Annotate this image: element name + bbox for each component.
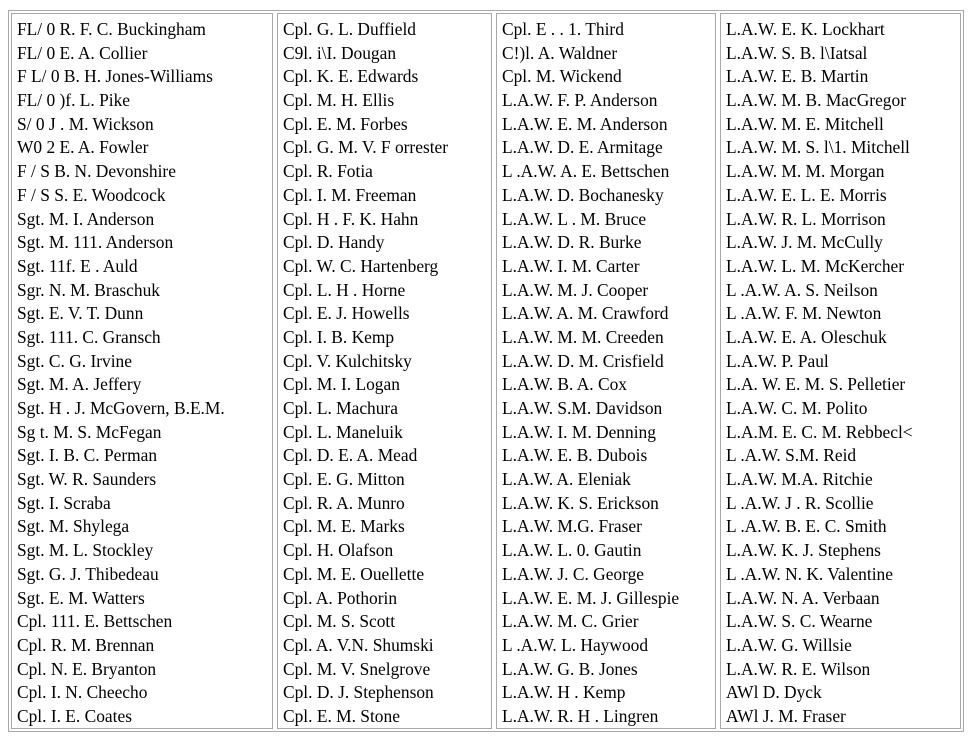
name-entry: L .A.W. N. K. Valentine [726,563,893,584]
name-entry: FL/ 0 R. F. C. Buckingham [17,19,206,39]
name-entry: Cpl. I. E. Coates [17,705,132,726]
name-entry: L.A.M. E. C. M. Rebbecl< [726,421,913,442]
name-entry: Cpl. A. Pothorin [283,587,398,608]
name-entry: W0 2 E. A. Fowler [17,137,149,158]
name-entry: C9l. i\I. Dougan [283,42,397,63]
name-entry: AWl D. Dyck [726,682,822,703]
name-entry: L.A.W. C. M. Polito [726,398,868,418]
name-entry: L.A.W. K. J. Stephens [726,540,881,561]
name-entry: Sgt. H . J. McGovern, B.E.M. [17,398,225,418]
name-entry: L.A.W. D. E. Armitage [502,137,663,158]
name-entry: Cpl. R. A. Munro [283,492,405,513]
name-entry: S/ 0 J . M. Wickson [17,113,154,134]
name-entry: Sgt. E. M. Watters [17,587,145,608]
name-entry: L.A.W. M. E. Mitchell [726,113,884,134]
name-entry: Cpl. M. H. Ellis [283,90,395,111]
name-entry: L.A.W. H . Kemp [502,682,626,703]
name-entry: L.A.W. I. M. Denning [502,421,656,442]
roster-column-4 [720,13,961,729]
name-entry: F / S S. E. Woodcock [17,184,166,205]
name-entry: Cpl. L. H . Horne [283,279,406,300]
name-entry: Cpl. 111. E. Bettschen [17,611,173,632]
name-entry: Cpl. E . . 1. Third [502,19,624,39]
name-entry: L.A.W. J. C. George [502,563,645,584]
name-entry: Cpl. E. M. Stone [283,705,400,726]
name-entry: Cpl. H. Olafson [283,540,394,561]
roster-column-2 [277,13,492,729]
name-entry: Cpl. D. Handy [283,232,385,253]
name-entry: L.A.W. D. R. Burke [502,232,642,253]
name-entry: FL/ 0 E. A. Collier [17,42,148,63]
name-entry: Cpl. N. E. Bryanton [17,658,157,679]
name-entry: L .A.W. F. M. Newton [726,303,882,324]
name-entry: L.A.W. N. A. Verbaan [726,587,880,608]
roster-table [8,10,964,732]
name-entry: Cpl. R. M. Brennan [17,634,155,655]
name-entry: L.A.W. D. M. Crisfield [502,350,664,371]
name-entry: L.A.W. M. M. Morgan [726,161,885,182]
name-entry: Cpl. G. L. Duffield [283,19,416,39]
name-entry: Cpl. I. M. Freeman [283,184,417,205]
name-entry: Sgt. 111. C. Gransch [17,326,161,347]
name-entry: Cpl. K. E. Edwards [283,66,419,87]
name-entry: L.A.W. G. Willsie [726,634,852,655]
name-entry: L.A.W. E. M. Anderson [502,113,668,134]
name-entry: L.A.W. A. M. Crawford [502,303,669,324]
name-entry: L.A.W. E. K. Lockhart [726,19,885,39]
name-entry: L .A.W. B. E. C. Smith [726,516,887,537]
name-entry: Cpl. M. Wickend [502,66,622,87]
name-entry: Sgt. M. A. Jeffery [17,374,142,395]
name-entry: L.A.W. F. P. Anderson [502,90,658,111]
name-entry: L .A.W. A. E. Bettschen [502,161,670,182]
name-entry: Cpl. R. Fotia [283,161,373,182]
name-entry: Sgr. N. M. Braschuk [17,279,160,300]
name-entry: L.A.W. S. B. l\Iatsal [726,42,868,63]
name-entry: Cpl. G. M. V. F orrester [283,137,449,158]
name-entry: Cpl. I. N. Cheecho [17,682,148,703]
name-entry: L.A.W. I. M. Carter [502,255,640,276]
name-entry: L.A.W. E. A. Oleschuk [726,326,887,347]
name-entry: Cpl. D. E. A. Mead [283,445,418,466]
name-entry: Cpl. V. Kulchitsky [283,350,412,371]
name-entry: L .A.W. L. Haywood [502,634,649,655]
name-entry: AWl J. M. Fraser [726,705,846,726]
name-entry: Cpl. E. M. Forbes [283,113,408,134]
name-entry: Cpl. E. G. Mitton [283,469,405,490]
name-entry: L.A.W. M.A. Ritchie [726,469,873,490]
name-entry: Cpl. M. S. Scott [283,611,396,632]
name-entry: L .A.W. J . R. Scollie [726,492,874,513]
name-entry: L.A.W. E. B. Martin [726,66,869,87]
name-entry: Sgt. M. L. Stockley [17,540,154,561]
name-entry: L.A.W. M. C. Grier [502,611,639,632]
name-entry: L.A.W. R. E. Wilson [726,658,871,679]
name-entry: Sgt. G. J. Thibedeau [17,563,159,584]
name-entry: L.A.W. A. Eleniak [502,469,631,490]
name-entry: Cpl. M. E. Ouellette [283,563,425,584]
name-entry: L.A.W. R. L. Morrison [726,208,886,229]
name-entry: L.A.W. M.G. Fraser [502,516,642,537]
name-entry: Sgt. M. I. Anderson [17,208,155,229]
name-entry: L.A.W. M. J. Cooper [502,279,649,300]
name-entry: Sgt. W. R. Saunders [17,469,157,490]
name-entry: Sgt. I. B. C. Perman [17,445,158,466]
name-entry: L.A.W. L . M. Bruce [502,208,647,229]
name-entry: L.A.W. L. 0. Gautin [502,540,642,561]
name-entry: Cpl. M. I. Logan [283,374,400,395]
name-entry: Sgt. 11f. E . Auld [17,255,138,276]
name-entry: Cpl. M. E. Marks [283,516,405,537]
name-entry: L.A.W. D. Bochanesky [502,184,664,205]
name-entry: L.A.W. E. L. E. Morris [726,184,887,205]
name-entry: Cpl. L. Machura [283,398,398,418]
name-entry: L.A.W. R. H . Lingren [502,705,659,726]
name-entry: Cpl. E. J. Howells [283,303,410,324]
name-entry: FL/ 0 )f. L. Pike [17,90,131,111]
name-entry: L.A.W. M. S. l\1. Mitchell [726,137,910,158]
name-entry: L.A.W. M. B. MacGregor [726,90,906,111]
name-entry: L.A. W. E. M. S. Pelletier [726,374,906,395]
name-entry: Cpl. L. Maneluik [283,421,403,442]
name-entry: L.A.W. B. A. Cox [502,374,627,395]
name-entry: Sgt. C. G. Irvine [17,350,132,371]
name-entry: Cpl. D. J. Stephenson [283,682,434,703]
name-entry: L.A.W. P. Paul [726,350,829,371]
name-entry: Cpl. A. V.N. Shumski [283,634,434,655]
name-entry: L .A.W. A. S. Neilson [726,279,878,300]
name-entry: C!)l. A. Waldner [502,42,618,63]
name-entry: Sgt. I. Scraba [17,492,111,513]
name-entry: L.A.W. M. M. Creeden [502,326,664,347]
name-entry: Sgt. M. 111. Anderson [17,232,174,253]
roster-column-3 [496,13,716,729]
name-entry: Sgt. E. V. T. Dunn [17,303,144,324]
name-entry: F L/ 0 B. H. Jones-Williams [17,66,213,87]
name-entry: L.A.W. K. S. Erickson [502,492,659,513]
name-entry: Sg t. M. S. McFegan [17,421,162,442]
roster-column-1 [11,13,273,729]
name-entry: L.A.W. S. C. Wearne [726,611,873,632]
name-entry: L.A.W. J. M. McCully [726,232,883,253]
name-entry: Sgt. M. Shylega [17,516,130,537]
name-entry: Cpl. I. B. Kemp [283,326,395,347]
name-entry: L.A.W. L. M. McKercher [726,255,905,276]
name-entry: L.A.W. G. B. Jones [502,658,638,679]
name-entry: L.A.W. E. B. Dubois [502,445,648,466]
name-entry: L.A.W. E. M. J. Gillespie [502,587,680,608]
name-entry: Cpl. M. V. Snelgrove [283,658,431,679]
name-entry: Cpl. H . F. K. Hahn [283,208,419,229]
name-entry: L.A.W. S.M. Davidson [502,398,663,418]
name-entry: Cpl. W. C. Hartenberg [283,255,439,276]
name-entry: L .A.W. S.M. Reid [726,445,857,466]
name-entry: F / S B. N. Devonshire [17,161,176,182]
